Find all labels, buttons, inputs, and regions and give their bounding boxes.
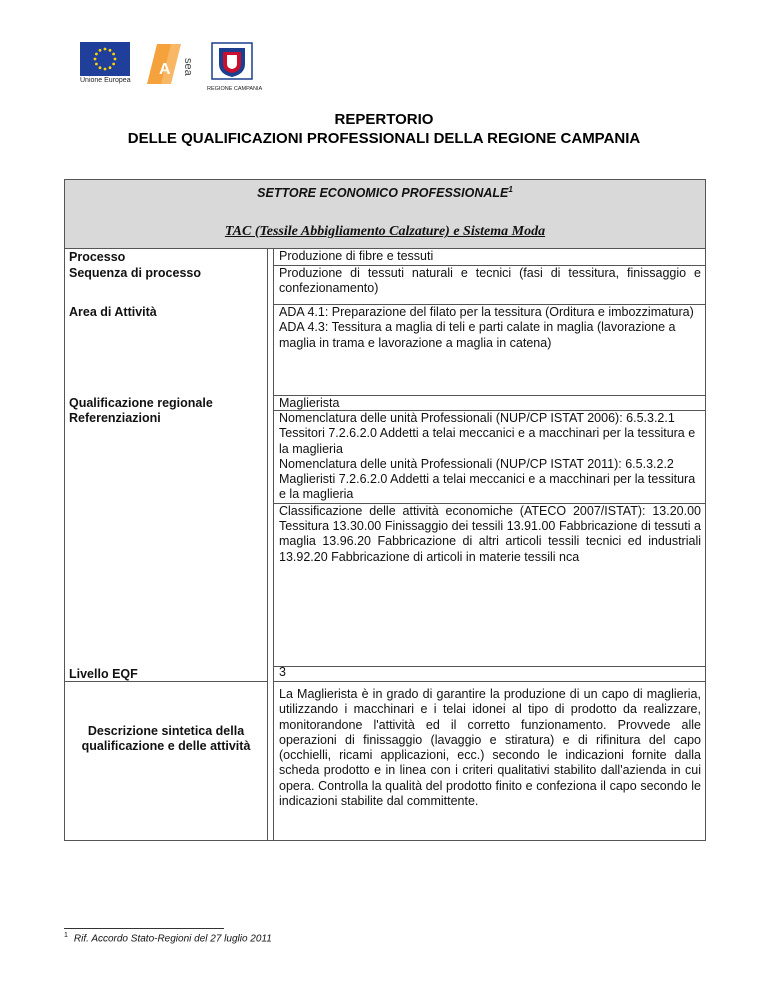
- sector-header: [65, 180, 705, 249]
- table-body: [65, 249, 705, 840]
- value-column: [273, 249, 706, 840]
- label-area: Area di Attività: [69, 305, 157, 319]
- value-descrizione: La Maglierista è in grado di garantire la produzione di un capo di maglieria, utilizzando i macchinari e i telai idonei al tipo di prodotto da realizzare, monitorandone l'attività ed il corretto funzionamento. Provvede alle operazioni di finissaggio (lavaggio e stiratura) e di rifinitura del capo (occhielli, ricami applicazioni, ecc.) secondo le indicazioni fornite dalla scheda prodotto e in linea con i criteri qualitativi stabilito dall'azienda in cui opera. Controlla la qualità del prodotto finito e confeziona il capo secondo le indicazioni stabilite dal committente.: [279, 687, 701, 809]
- arsea-logo-icon: [147, 44, 199, 84]
- arsea-logo: [147, 44, 199, 84]
- value-ref-2: Nomenclatura delle unità Professionali (NUP/CP ISTAT 2011): 6.5.3.2.2 Maglieristi 7.2.6.2.0 Addetti a telai meccanici e a macchinari per la tessitura e la maglieria: [279, 456, 696, 502]
- svg-text:A: A: [159, 61, 171, 78]
- label-qualificazione: Qualificazione regionale: [69, 396, 213, 410]
- regione-campania-logo: [207, 42, 263, 92]
- value-qualificazione: Maglierista: [279, 396, 340, 410]
- cell-descrizione: [274, 682, 706, 840]
- label-referenziazioni: Referenziazioni: [69, 411, 161, 425]
- label-descrizione-1: Descrizione sintetica della: [87, 724, 245, 738]
- label-sequenza: Sequenza di processo: [69, 266, 201, 280]
- region-caption: REGIONE CAMPANIA: [207, 86, 263, 92]
- cell-area: [274, 305, 706, 396]
- label-processo: Processo: [69, 250, 126, 264]
- eu-flag-icon: [80, 42, 130, 76]
- eu-caption: Unione Europea: [80, 77, 131, 84]
- label-column: [65, 249, 268, 840]
- cell-sequenza: [274, 266, 706, 305]
- sector-name: TAC (Tessile Abbigliamento Calzature) e Sistema Moda: [224, 224, 546, 240]
- cell-processo: [274, 249, 706, 266]
- footnote-ref: 1: [508, 185, 513, 194]
- label-livello: Livello EQF: [69, 667, 138, 681]
- title-line-1: REPERTORIO: [334, 111, 434, 128]
- value-sequenza: Produzione di tessuti naturali e tecnici (fasi di tessitura, finissaggio e confezionamento): [279, 266, 701, 296]
- sector-label-text: SETTORE ECONOMICO PROFESSIONALE: [257, 186, 509, 201]
- footnote-text: Rif. Accordo Stato-Regioni del 27 luglio 2011: [73, 933, 272, 945]
- qualification-table: [64, 179, 706, 841]
- title-line-2: DELLE QUALIFICAZIONI PROFESSIONALI DELLA REGIONE CAMPANIA: [127, 130, 641, 147]
- cell-qualificazione: [274, 396, 706, 411]
- document-title: [0, 110, 768, 148]
- cell-referenziazioni: [274, 411, 706, 667]
- footnote-rule: [64, 928, 224, 929]
- value-ref-1: Nomenclatura delle unità Professionali (NUP/CP ISTAT 2006): 6.5.3.2.1 Tessitori 7.2.6.2.0 Addetti a telai meccanici e a macchinari per la tessitura e la maglieria: [279, 411, 696, 456]
- value-area-2: ADA 4.3: Tessitura a maglia di teli e parti calate in maglia (lavorazione a maglia in trama e lavorazione a maglia in catena): [279, 320, 676, 350]
- value-processo: Produzione di fibre e tessuti: [279, 249, 434, 263]
- footnote: [64, 932, 272, 944]
- sector-label: [257, 180, 513, 200]
- value-livello: 3: [279, 665, 286, 679]
- value-area-1: ADA 4.1: Preparazione del filato per la tessitura (Orditura e imbozzimatura): [279, 305, 694, 319]
- label-descrizione-2: qualificazione e delle attività: [81, 739, 251, 753]
- left-divider: [65, 681, 267, 682]
- campania-crest-icon: [207, 42, 257, 80]
- value-ref-3: Classificazione delle attività economiche (ATECO 2007/ISTAT): 13.20.00 Tessitura 13.30.00 Finissaggio dei tessili 13.91.00 Fabbricazione di tessuti a maglia 13.96.20 Fabbricazione di altri articoli tessili tecnici ed industriali 13.92.20 Fabbricazione di articoli in materie tessili nca: [279, 503, 701, 564]
- eu-logo: [80, 42, 130, 82]
- footnote-number: 1: [64, 932, 68, 939]
- cell-livello: [274, 667, 706, 682]
- svg-text:sea: sea: [182, 58, 194, 76]
